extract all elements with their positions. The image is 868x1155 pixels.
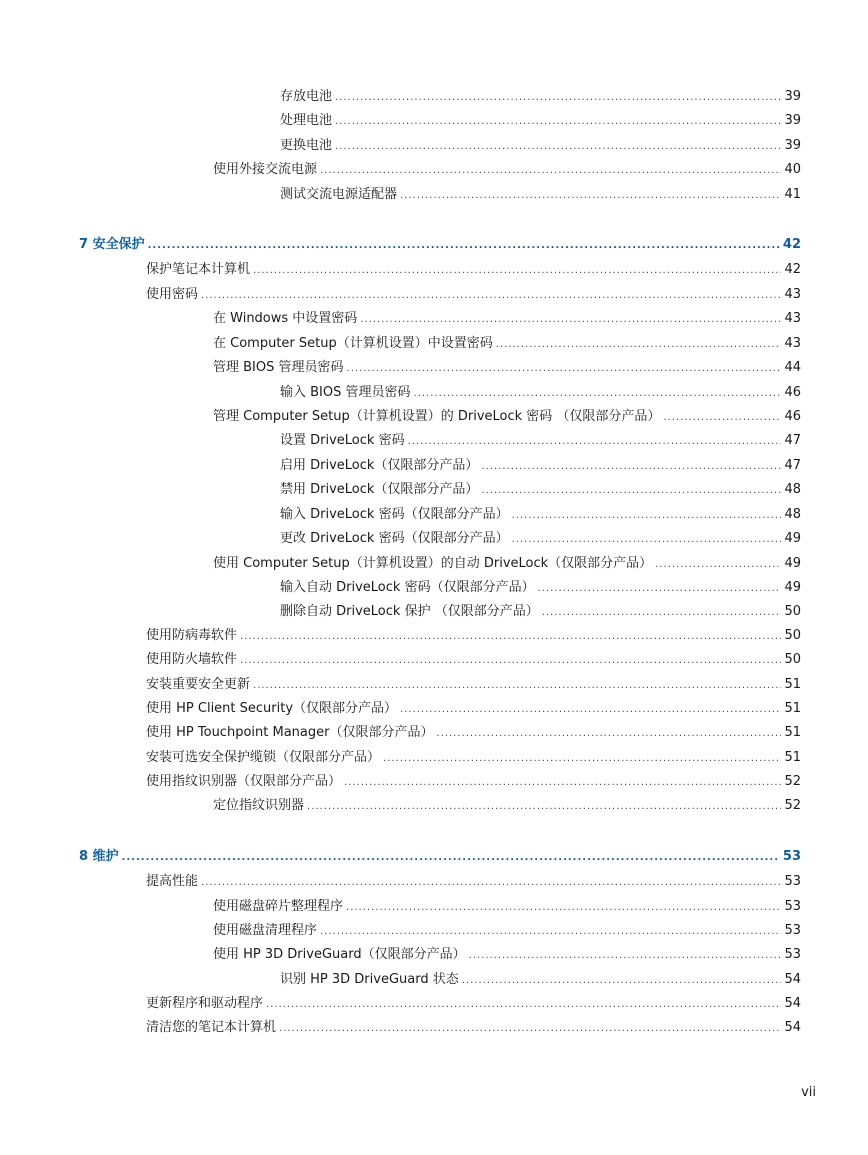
- toc-entry-title: 使用 Computer Setup（计算机设置）的自动 DriveLock（仅限部分产品）: [213, 556, 653, 571]
- toc-entry[interactable]: [146, 873, 801, 891]
- toc-dot-leader: [240, 628, 781, 646]
- toc-dot-leader: [148, 237, 780, 255]
- toc-entry-page: 47: [784, 458, 801, 473]
- toc-entry[interactable]: [146, 700, 801, 718]
- toc-dot-leader: [335, 113, 781, 131]
- toc-entry[interactable]: [146, 724, 801, 742]
- toc-dot-leader: [512, 507, 782, 525]
- toc-entry[interactable]: [280, 506, 801, 524]
- toc-entry-page: 48: [784, 482, 801, 497]
- toc-dot-leader: [383, 750, 781, 768]
- toc-entry-page: 39: [784, 113, 801, 128]
- toc-dot-leader: [335, 138, 781, 156]
- toc-entry-page: 51: [784, 677, 801, 692]
- toc-entry-title: 更换电池: [280, 138, 333, 153]
- toc-entry-page: 52: [784, 798, 801, 813]
- toc-dot-leader: [344, 774, 781, 792]
- toc-entry-title: 8 维护: [79, 849, 119, 864]
- toc-entry-page: 51: [784, 701, 801, 716]
- toc-dot-leader: [469, 947, 782, 965]
- toc-entry-title: 安装重要安全更新: [146, 677, 251, 692]
- toc-dot-leader: [481, 482, 781, 500]
- toc-entry[interactable]: [280, 603, 801, 621]
- toc-entry-title: 在 Windows 中设置密码: [213, 311, 358, 326]
- toc-entry[interactable]: [146, 1019, 801, 1037]
- toc-entry[interactable]: [280, 530, 801, 548]
- toc-entry[interactable]: [280, 481, 801, 499]
- toc-entry-title: 删除自动 DriveLock 保护 （仅限部分产品）: [280, 604, 539, 619]
- toc-entry-page: 50: [784, 628, 801, 643]
- toc-entry-title: 提高性能: [146, 874, 199, 889]
- toc-entry-title: 启用 DriveLock（仅限部分产品）: [280, 458, 479, 473]
- toc-entry-title: 使用指纹识别器（仅限部分产品）: [146, 774, 342, 789]
- toc-entry-title: 使用 HP Client Security（仅限部分产品）: [146, 701, 398, 716]
- toc-dot-leader: [414, 385, 782, 403]
- toc-dot-leader: [400, 187, 781, 205]
- toc-dot-leader: [346, 899, 781, 917]
- toc-entry-title: 输入 DriveLock 密码（仅限部分产品）: [280, 507, 509, 522]
- toc-entry-page: 47: [784, 433, 801, 448]
- toc-dot-leader: [462, 972, 782, 990]
- toc-entry[interactable]: [280, 88, 801, 106]
- toc-entry-title: 测试交流电源适配器: [280, 187, 398, 202]
- toc-entry-page: 53: [784, 947, 801, 962]
- toc-dot-leader: [542, 604, 782, 622]
- toc-entry-title: 更改 DriveLock 密码（仅限部分产品）: [280, 531, 509, 546]
- toc-entry-title: 存放电池: [280, 89, 333, 104]
- toc-entry-page: 43: [784, 287, 801, 302]
- toc-dot-leader: [201, 287, 781, 305]
- toc-entry-page: 44: [784, 360, 801, 375]
- toc-entry-page: 49: [784, 580, 801, 595]
- toc-entry-title: 使用磁盘碎片整理程序: [213, 899, 344, 914]
- toc-entry[interactable]: [213, 310, 801, 328]
- toc-entry-page: 43: [784, 311, 801, 326]
- toc-entry-title: 使用密码: [146, 287, 199, 302]
- toc-entry-title: 清洁您的笔记本计算机: [146, 1020, 277, 1035]
- toc-entry-page: 50: [784, 604, 801, 619]
- toc-entry[interactable]: [213, 555, 801, 573]
- toc-entry[interactable]: [280, 971, 801, 989]
- toc-dot-leader: [663, 409, 781, 427]
- toc-entry[interactable]: [280, 137, 801, 155]
- toc-entry-page: 48: [784, 507, 801, 522]
- toc-entry-page: 53: [784, 874, 801, 889]
- toc-entry[interactable]: [213, 797, 801, 815]
- toc-entry-title: 输入自动 DriveLock 密码（仅限部分产品）: [280, 580, 535, 595]
- toc-entry[interactable]: [146, 261, 801, 279]
- toc-entry-page: 42: [782, 237, 801, 252]
- toc-entry[interactable]: [213, 922, 801, 940]
- toc-entry[interactable]: [146, 676, 801, 694]
- toc-entry-title: 设置 DriveLock 密码: [280, 433, 405, 448]
- toc-entry-page: 41: [784, 187, 801, 202]
- toc-dot-leader: [481, 458, 781, 476]
- toc-entry-page: 50: [784, 652, 801, 667]
- toc-dot-leader: [655, 556, 781, 574]
- toc-chapter-entry[interactable]: [79, 848, 801, 866]
- toc-entry[interactable]: [213, 898, 801, 916]
- toc-entry-title: 处理电池: [280, 113, 333, 128]
- toc-entry-page: 53: [782, 849, 801, 864]
- toc-dot-leader: [240, 652, 781, 670]
- toc-dot-leader: [253, 262, 781, 280]
- toc-entry-title: 输入 BIOS 管理员密码: [280, 385, 411, 400]
- toc-entry[interactable]: [213, 359, 801, 377]
- toc-entry[interactable]: [280, 186, 801, 204]
- toc-entry[interactable]: [146, 286, 801, 304]
- toc-entry-page: 40: [784, 162, 801, 177]
- toc-entry-title: 禁用 DriveLock（仅限部分产品）: [280, 482, 479, 497]
- toc-entry[interactable]: [280, 432, 801, 450]
- toc-dot-leader: [408, 433, 782, 451]
- toc-entry-title: 使用磁盘清理程序: [213, 923, 318, 938]
- toc-entry[interactable]: [213, 408, 801, 426]
- toc-entry-page: 53: [784, 923, 801, 938]
- page-number: vii: [801, 1085, 816, 1100]
- toc-entry-title: 使用外接交流电源: [213, 162, 318, 177]
- toc-entry-page: 46: [784, 409, 801, 424]
- toc-entry-page: 54: [784, 1020, 801, 1035]
- toc-entry-page: 49: [784, 531, 801, 546]
- toc-entry-page: 42: [784, 262, 801, 277]
- toc-entry-title: 定位指纹识别器: [213, 798, 305, 813]
- toc-dot-leader: [538, 580, 782, 598]
- toc-entry-page: 54: [784, 972, 801, 987]
- toc-dot-leader: [279, 1020, 781, 1038]
- toc-entry[interactable]: [213, 335, 801, 353]
- toc-dot-leader: [307, 798, 781, 816]
- toc-dot-leader: [335, 89, 781, 107]
- toc-dot-leader: [201, 874, 781, 892]
- toc-entry-title: 使用防病毒软件: [146, 628, 238, 643]
- toc-dot-leader: [496, 336, 782, 354]
- toc-entry-title: 更新程序和驱动程序: [146, 996, 264, 1011]
- toc-entry[interactable]: [280, 384, 801, 402]
- toc-entry[interactable]: [280, 457, 801, 475]
- toc-entry-page: 53: [784, 899, 801, 914]
- toc-entry-page: 43: [784, 336, 801, 351]
- toc-entry[interactable]: [146, 749, 801, 767]
- toc-entry-title: 使用防火墙软件: [146, 652, 238, 667]
- toc-entry-title: 在 Computer Setup（计算机设置）中设置密码: [213, 336, 493, 351]
- toc-dot-leader: [122, 849, 780, 867]
- toc-entry-title: 识别 HP 3D DriveGuard 状态: [280, 972, 459, 987]
- toc-entry-title: 管理 BIOS 管理员密码: [213, 360, 344, 375]
- toc-entry[interactable]: [146, 773, 801, 791]
- toc-entry-page: 39: [784, 89, 801, 104]
- toc-entry-page: 46: [784, 385, 801, 400]
- toc-dot-leader: [436, 725, 781, 743]
- toc-entry[interactable]: [146, 995, 801, 1013]
- toc-dot-leader: [320, 162, 781, 180]
- toc-entry[interactable]: [213, 161, 801, 179]
- toc-entry-title: 保护笔记本计算机: [146, 262, 251, 277]
- toc-dot-leader: [512, 531, 782, 549]
- toc-entry-page: 54: [784, 996, 801, 1011]
- toc-entry[interactable]: [280, 112, 801, 130]
- toc-entry-title: 使用 HP Touchpoint Manager（仅限部分产品）: [146, 725, 434, 740]
- toc-entry[interactable]: [280, 579, 801, 597]
- toc-dot-leader: [320, 923, 781, 941]
- toc-entry-title: 使用 HP 3D DriveGuard（仅限部分产品）: [213, 947, 466, 962]
- toc-dot-leader: [347, 360, 782, 378]
- toc-entry-title: 7 安全保护: [79, 237, 145, 252]
- toc-entry-page: 52: [784, 774, 801, 789]
- toc-entry[interactable]: [146, 651, 801, 669]
- toc-dot-leader: [400, 701, 781, 719]
- toc-chapter-entry[interactable]: [79, 236, 801, 254]
- toc-entry-page: 51: [784, 750, 801, 765]
- toc-dot-leader: [266, 996, 781, 1014]
- toc-dot-leader: [253, 677, 781, 695]
- toc-entry-page: 39: [784, 138, 801, 153]
- toc-entry[interactable]: [213, 946, 801, 964]
- toc-entry-title: 管理 Computer Setup（计算机设置）的 DriveLock 密码 （仅限部分产品）: [213, 409, 661, 424]
- toc-entry[interactable]: [146, 627, 801, 645]
- toc-dot-leader: [360, 311, 781, 329]
- toc-entry-page: 49: [784, 556, 801, 571]
- toc-entry-title: 安装可选安全保护缆锁（仅限部分产品）: [146, 750, 381, 765]
- toc-entry-page: 51: [784, 725, 801, 740]
